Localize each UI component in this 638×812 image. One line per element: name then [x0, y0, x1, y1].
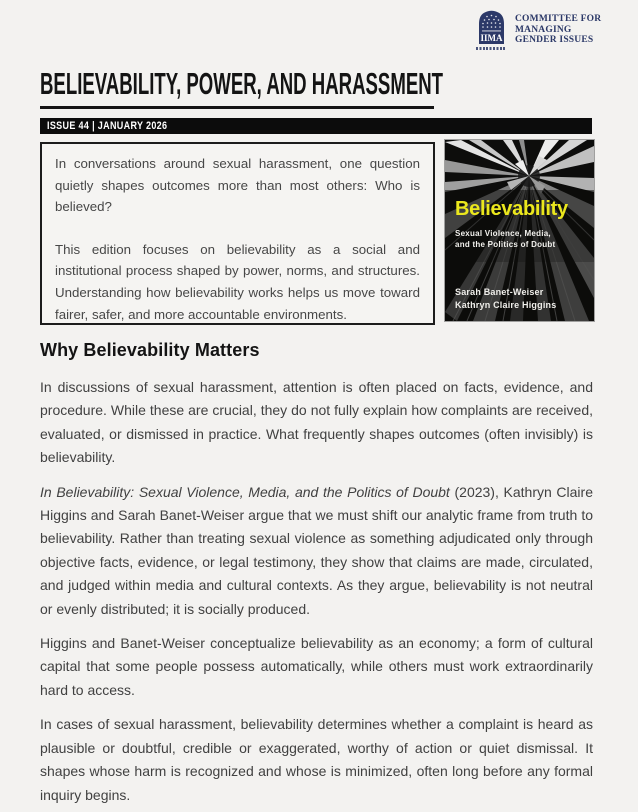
- intro-paragraph: This edition focuses on believability as a social and institutional process shaped by power, norms, and structures. Understanding how believability works helps us move toward fairer, safer, and more accountable environments.: [55, 241, 420, 322]
- article-paragraph-text: (2023), Kathryn Claire Higgins and Sarah Banet-Weiser argue that we must shift our analytic frame from truth to believability. Rather than treating sexual violence as something adjudicated only through objective facts, evidence, or legal testimony, they show that claims are made, circulated, and judged within media and cultural contexts. As they argue, believability is not neutral or evenly distributed; it is socially produced.: [40, 483, 593, 617]
- article-paragraph: In cases of sexual harassment, believability determines whether a complaint is heard as plausible or doubtful, credible or exaggerated, worthy of action or quiet dismissal. It shapes whose harm is recognized and whose is minimized, often long before any formal inquiry begins.: [40, 716, 593, 803]
- iima-arch-icon: [478, 10, 505, 45]
- org-name-line: GENDER ISSUES: [515, 35, 594, 45]
- book-subtitle-line: and the Politics of Doubt: [455, 240, 556, 249]
- article-body: [40, 340, 593, 812]
- issue-bar: [40, 118, 592, 134]
- book-authors: [455, 286, 556, 312]
- org-name-line: COMMITTEE FOR: [515, 14, 602, 24]
- iima-acronym: IIMA: [480, 33, 502, 43]
- book-title-reference: In Believability: Sexual Violence, Media, and the Politics of Doubt: [40, 483, 450, 500]
- intro-box: [40, 142, 435, 325]
- newsletter-title: BELIEVABILITY, POWER, AND HARASSMENT: [40, 66, 444, 101]
- book-title: Believability: [455, 198, 568, 220]
- intro-paragraph: In conversations around sexual harassment, one question quietly shapes outcomes more than most others: Who is believed?: [55, 156, 420, 215]
- book-author: Sarah Banet-Weiser: [455, 287, 544, 297]
- article-paragraph: Higgins and Banet-Weiser conceptualize believability as an economy; a form of cultural capital that some people possess automatically, while others must work extraordinarily hard to access.: [40, 635, 593, 698]
- article-paragraph: [40, 481, 593, 621]
- iima-emblem: [476, 10, 506, 50]
- book-subtitle: [455, 228, 555, 250]
- org-name-line: MANAGING: [515, 24, 572, 35]
- article-paragraph: In discussions of sexual harassment, attention is often placed on facts, evidence, and procedure. While these are crucial, they do not fully explain how complaints are received, evaluated, or dismissed in practice. What frequently shapes outcomes (often invisibly) is believability.: [40, 379, 593, 466]
- org-name: [515, 10, 601, 46]
- section-heading: Why Believability Matters: [40, 340, 260, 360]
- book-cover: [445, 140, 594, 321]
- issue-label: ISSUE 44 | JANUARY 2026: [47, 120, 168, 132]
- org-logo: [476, 10, 601, 50]
- book-subtitle-line: Sexual Violence, Media,: [455, 229, 551, 238]
- title-rule: [40, 106, 434, 109]
- logo-script-text: [476, 47, 506, 51]
- book-author: Kathryn Claire Higgins: [455, 300, 557, 310]
